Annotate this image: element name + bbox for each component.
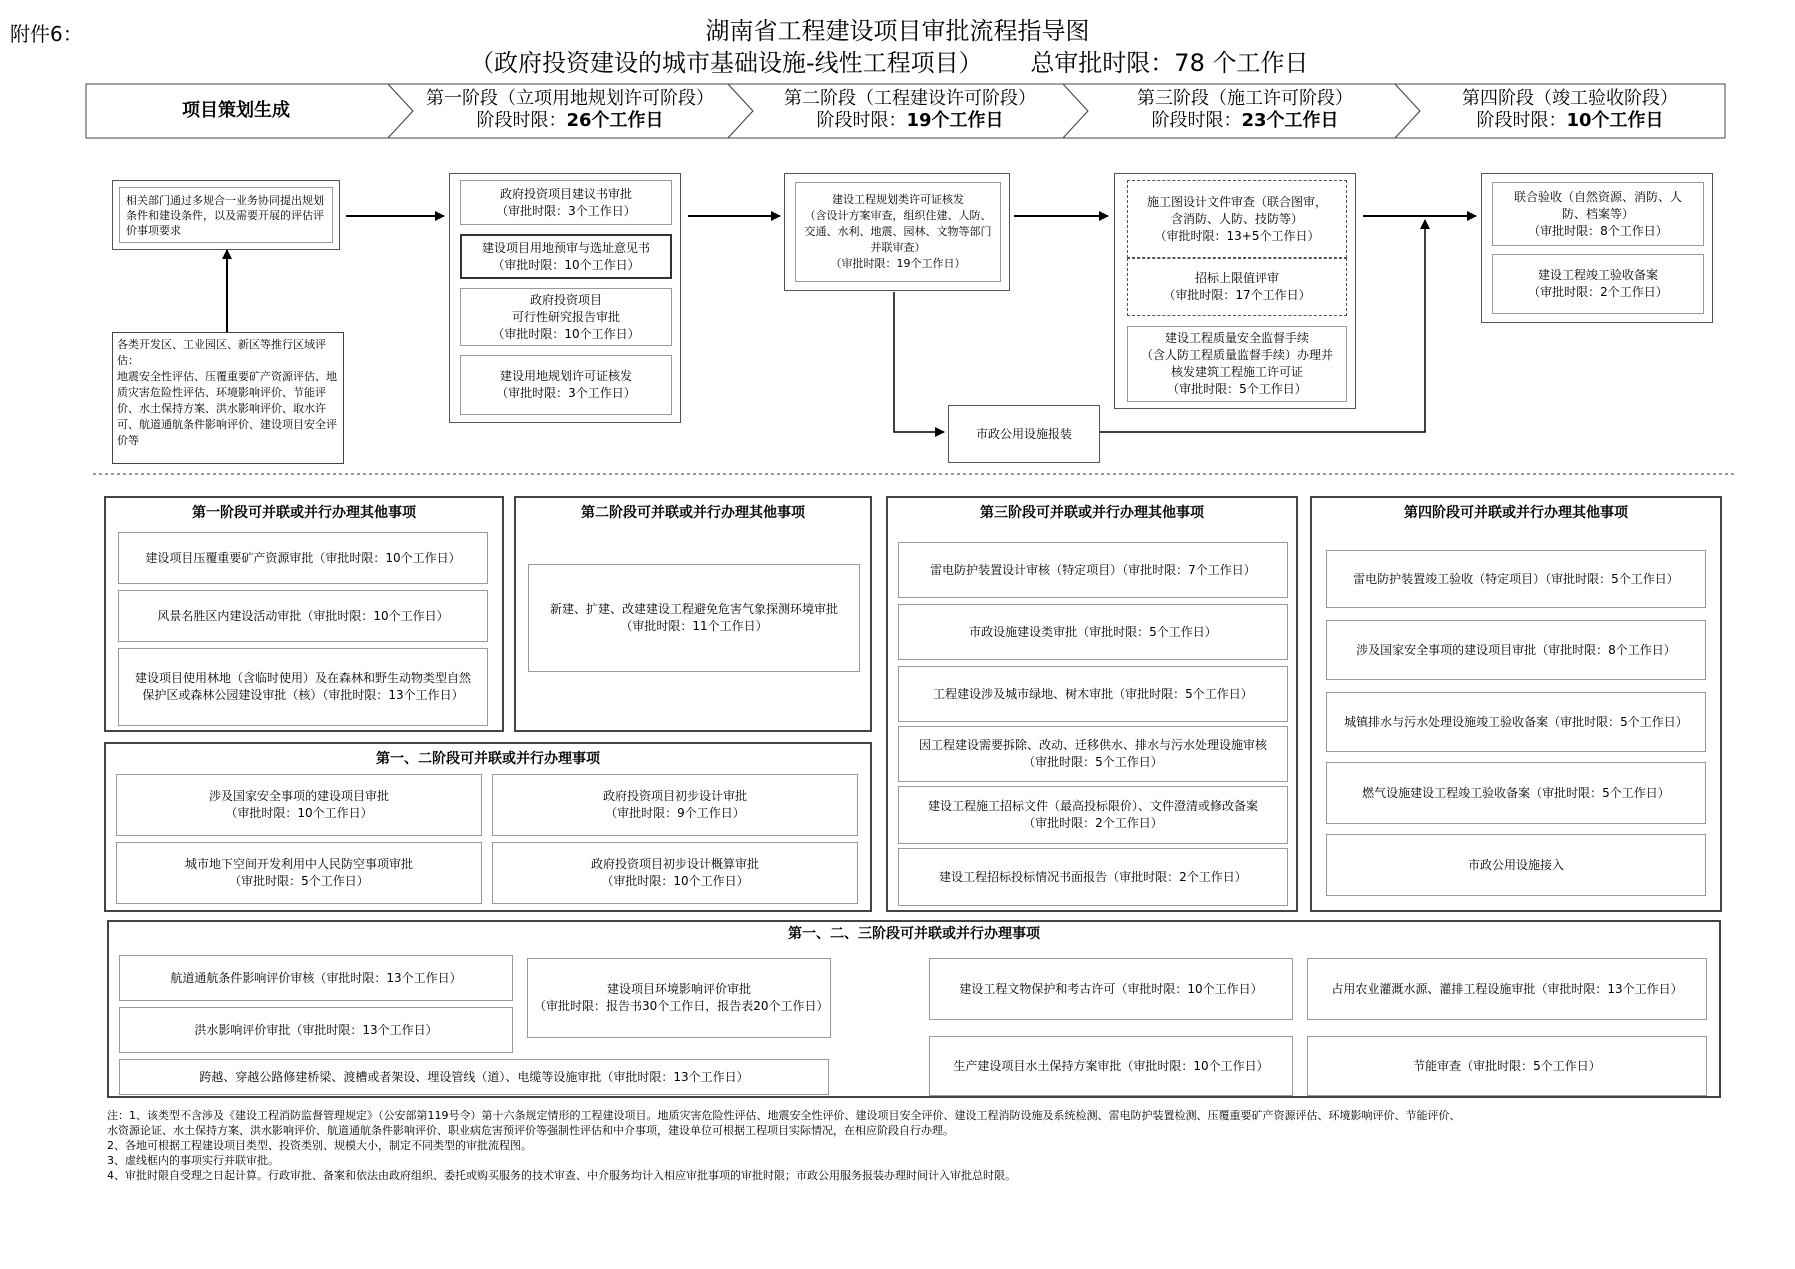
- g123-item-environment: 建设项目环境影响评价审批 （审批时限：报告书30个工作日，报告表20个工作日）: [527, 958, 831, 1038]
- g123-item-highway: 跨越、穿越公路修建桥梁、渡槽或者架设、埋设管线（道）、电缆等设施审批（审批时限：13个工作日）: [119, 1059, 829, 1095]
- stage-3-name: 第三阶段（施工许可阶段）: [1137, 88, 1353, 109]
- g123-item-flood: 洪水影响评价审批（审批时限：13个工作日）: [119, 1007, 513, 1053]
- stage-2-time: 阶段时限：19个工作日: [816, 110, 1004, 131]
- plan-generation-box: [112, 180, 340, 250]
- p1-land-site-selection: 建设项目用地预审与选址意见书 （审批时限：10个工作日）: [460, 234, 672, 279]
- parallel-stage-1-2-3: [107, 920, 1721, 1098]
- g3-item-lightning: 雷电防护装置设计审核（特定项目）（审批时限：7个工作日）: [898, 542, 1288, 598]
- p2-planning-permit: 建设工程规划类许可证核发 （含设计方案审查，组织住建、人防、交通、水利、地震、园林、文物等部门并联审查） （审批时限：19个工作日）: [795, 182, 1001, 282]
- stage-3-flow: [1114, 173, 1356, 409]
- g123-item-irrigation: 占用农业灌溉水源、灌排工程设施审批（审批时限：13个工作日）: [1307, 958, 1707, 1020]
- g123-item-navigation: 航道通航条件影响评价审核（审批时限：13个工作日）: [119, 955, 513, 1001]
- stage-2-days: 19个工作日: [906, 110, 1004, 131]
- parallel-stage-4-title: 第四阶段可并联或并行办理其他事项: [1404, 505, 1628, 521]
- municipal-application: 市政公用设施报装: [948, 405, 1100, 463]
- g1-item-forest: 建设项目使用林地（含临时使用）及在森林和野生动物类型自然保护区或森林公园建设审批（核）（审批时限：13个工作日）: [118, 648, 488, 726]
- p4-completion-filing: 建设工程竣工验收备案 （审批时限：2个工作日）: [1492, 254, 1704, 314]
- stage-0-label: 项目策划生成: [182, 100, 290, 121]
- g3-item-water-facility: 因工程建设需要拆除、改动、迁移供水、排水与污水处理设施审核 （审批时限：5个工作日）: [898, 726, 1288, 782]
- arrow-s2-to-municipal: [894, 292, 944, 432]
- page-title: 湖南省工程建设项目审批流程指导图: [705, 17, 1090, 45]
- parallel-stage-4: [1310, 496, 1722, 912]
- g12-item-design: 政府投资项目初步设计审批 （审批时限：9个工作日）: [492, 774, 858, 836]
- parallel-stage-1: [104, 496, 504, 732]
- g1-item-scenic: 风景名胜区内建设活动审批（审批时限：10个工作日）: [118, 590, 488, 642]
- g123-item-energy: 节能审查（审批时限：5个工作日）: [1307, 1036, 1707, 1096]
- plan-conditions: 相关部门通过多规合一业务协同提出规划条件和建设条件，以及需要开展的评估评价事项要求: [119, 187, 333, 243]
- parallel-stage-2: [514, 496, 872, 732]
- p3-drawing-review: 施工图设计文件审查（联合图审， 含消防、人防、技防等） （审批时限：13+5个工作日）: [1127, 180, 1347, 258]
- g4-item-lightning: 雷电防护装置竣工验收（特定项目）（审批时限：5个工作日）: [1326, 550, 1706, 608]
- parallel-stage-3: [886, 496, 1298, 912]
- stage-1-days: 26个工作日: [566, 110, 664, 131]
- stage-2-name: 第二阶段（工程建设许可阶段）: [784, 88, 1036, 109]
- note-3: 3、虚线框内的事项实行并联审批。: [107, 1154, 279, 1167]
- g12-item-civil-defense: 城市地下空间开发利用中人民防空事项审批 （审批时限：5个工作日）: [116, 842, 482, 904]
- p3-bid-ceiling-review: 招标上限值评审 （审批时限：17个工作日）: [1127, 258, 1347, 316]
- g3-item-municipal: 市政设施建设类审批（审批时限：5个工作日）: [898, 604, 1288, 660]
- stage-4-flow: [1481, 173, 1713, 323]
- stage-1-name: 第一阶段（立项用地规划许可阶段）: [426, 88, 714, 109]
- g123-item-soil-water: 生产建设项目水土保持方案审批（审批时限：10个工作日）: [929, 1036, 1293, 1096]
- page-subtitle: （政府投资建设的城市基础设施-线性工程项目）: [470, 49, 983, 77]
- zone-assessment-text: 各类开发区、工业园区、新区等推行区域评估： 地震安全性评估、压覆重要矿产资源评估、地质灾害危险性评估、环境影响评价、节能评价、水土保持方案、洪水影响评价、取水许可、航道通航条件影响评价、建设项目安全评价等: [117, 338, 337, 447]
- attachment-label: 附件6：: [10, 22, 83, 46]
- note-1: 注：1、该类型不含涉及《建设工程消防监督管理规定》（公安部第119号令）第十六条规定情形的工程建设项目。地质灾害危险性评估、地震安全性评价、建设项目安全评价、建设工程消防设施及系统检测、雷电防护装置检测、压覆重要矿产资源评估、环境影响评价、节能评价、: [107, 1109, 1461, 1122]
- stage-1-time: 阶段时限：26个工作日: [476, 110, 664, 131]
- stage-3-days: 23个工作日: [1241, 110, 1339, 131]
- p1-proposal-approval: 政府投资项目建议书审批 （审批时限：3个工作日）: [460, 180, 672, 225]
- g12-item-security: 涉及国家安全事项的建设项目审批 （审批时限：10个工作日）: [116, 774, 482, 836]
- parallel-stage-2-title: 第二阶段可并联或并行办理其他事项: [581, 505, 805, 521]
- note-1-cont: 水资源论证、水土保持方案、洪水影响评价、航道通航条件影响评价、职业病危害预评价等强制性评估和中介事项，建设单位可根据工程项目实际情况，在相应阶段自行办理。: [107, 1124, 954, 1137]
- g2-item-weather: 新建、扩建、改建建设工程避免危害气象探测环境审批 （审批时限：11个工作日）: [528, 564, 860, 672]
- g3-item-bid-docs: 建设工程施工招标文件（最高投标限价）、文件澄清或修改备案 （审批时限：2个工作日）: [898, 786, 1288, 844]
- parallel-stage-1-2-title: 第一、二阶段可并联或并行办理事项: [376, 751, 600, 767]
- stage-4-days: 10个工作日: [1566, 110, 1664, 131]
- g4-item-drainage: 城镇排水与污水处理设施竣工验收备案（审批时限：5个工作日）: [1326, 692, 1706, 752]
- stage-1-flow: [449, 173, 681, 423]
- note-4: 4、审批时限自受理之日起计算。行政审批、备案和依法由政府组织、委托或购买服务的技术审查、中介服务均计入相应审批事项的审批时限；市政公用服务报装办理时间计入审批总时限。: [107, 1169, 1016, 1182]
- g4-item-security: 涉及国家安全事项的建设项目审批（审批时限：8个工作日）: [1326, 620, 1706, 680]
- notes: [107, 1108, 1717, 1183]
- parallel-stage-3-title: 第三阶段可并联或并行办理其他事项: [980, 505, 1204, 521]
- total-limit: 总审批时限：78 个工作日: [1030, 49, 1309, 77]
- g3-item-bid-report: 建设工程招标投标情况书面报告（审批时限：2个工作日）: [898, 848, 1288, 906]
- note-2: 2、各地可根据工程建设项目类型、投资类别、规模大小，制定不同类型的审批流程图。: [107, 1139, 532, 1152]
- parallel-stage-1-2-3-title: 第一、二、三阶段可并联或并行办理事项: [788, 926, 1040, 942]
- p1-land-planning-permit: 建设用地规划许可证核发 （审批时限：3个工作日）: [460, 355, 672, 415]
- stage-4-name: 第四阶段（竣工验收阶段）: [1462, 88, 1678, 109]
- g12-item-budget: 政府投资项目初步设计概算审批 （审批时限：10个工作日）: [492, 842, 858, 904]
- g1-item-mineral: 建设项目压覆重要矿产资源审批（审批时限：10个工作日）: [118, 532, 488, 584]
- parallel-stage-1-2: [104, 742, 872, 912]
- p3-construction-permit: 建设工程质量安全监督手续 （含人防工程质量监督手续）办理并 核发建筑工程施工许可证 （审批时限：5个工作日）: [1127, 326, 1347, 402]
- p1-feasibility-study: 政府投资项目 可行性研究报告审批 （审批时限：10个工作日）: [460, 288, 672, 346]
- stage-4-time: 阶段时限：10个工作日: [1476, 110, 1664, 131]
- zone-assessment-box: [112, 332, 344, 464]
- g123-item-relics: 建设工程文物保护和考古许可（审批时限：10个工作日）: [929, 958, 1293, 1020]
- stage-2-flow: [784, 173, 1010, 291]
- g4-item-gas: 燃气设施建设工程竣工验收备案（审批时限：5个工作日）: [1326, 762, 1706, 824]
- parallel-stage-1-title: 第一阶段可并联或并行办理其他事项: [192, 505, 416, 521]
- g4-item-utility-connect: 市政公用设施接入: [1326, 834, 1706, 896]
- p4-joint-acceptance: 联合验收（自然资源、消防、人 防、档案等） （审批时限：8个工作日）: [1492, 182, 1704, 246]
- stage-3-time: 阶段时限：23个工作日: [1151, 110, 1339, 131]
- g3-item-greenland: 工程建设涉及城市绿地、树木审批（审批时限：5个工作日）: [898, 666, 1288, 722]
